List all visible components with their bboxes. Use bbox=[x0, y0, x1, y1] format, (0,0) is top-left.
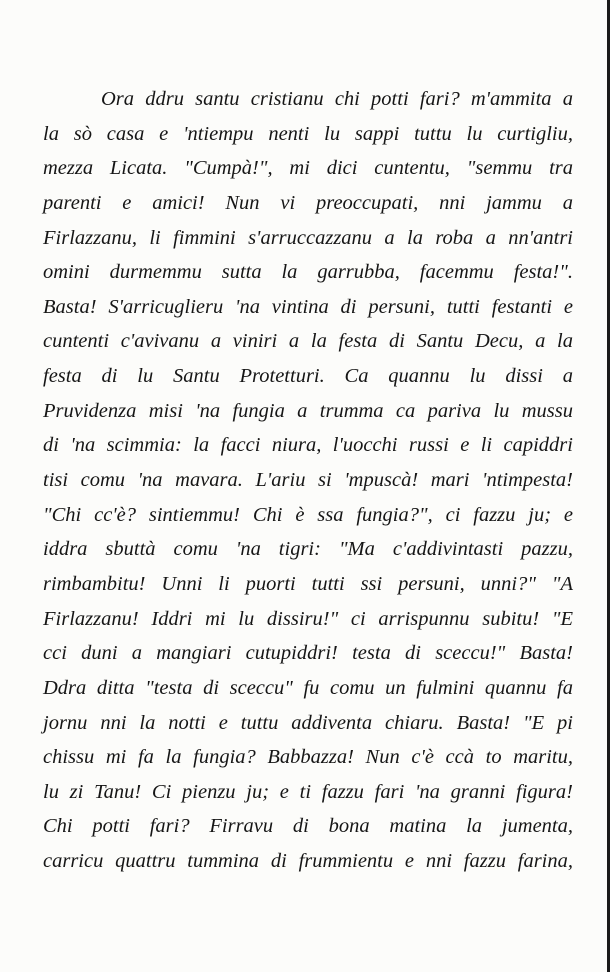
text-line: carricu quattru tummina di frummientu e nni fazzu farina, bbox=[43, 850, 573, 873]
text-line: di 'na scimmia: la facci niura, l'uocchi russi e li capiddri bbox=[43, 434, 573, 457]
text-line: chissu mi fa la fungia? Babbazza! Nun c'è ccà to maritu, bbox=[43, 746, 573, 769]
text-line: cci duni a mangiari cutupiddri! testa di sceccu!" Basta! bbox=[43, 642, 573, 665]
text-line: festa di lu Santu Protetturi. Ca quannu lu dissi a bbox=[43, 365, 573, 388]
text-line: rimbambitu! Unni li puorti tutti ssi persuni, unni?" "A bbox=[43, 572, 573, 595]
text-line: lu zi Tanu! Ci pienzu ju; e ti fazzu fari 'na granni figura! bbox=[43, 780, 573, 803]
text-line: Basta! S'arricuglieru 'na vintina di persuni, tutti festanti e bbox=[43, 295, 573, 318]
text-line: Ora ddru santu cristianu chi potti fari? m'ammita a bbox=[101, 88, 573, 110]
text-line: iddra sbuttà comu 'na tigri: "Ma c'addivintasti pazzu, bbox=[43, 538, 573, 561]
text-line: Pruvidenza misi 'na fungia a trumma ca pariva lu mussu bbox=[43, 399, 573, 422]
prose-paragraph bbox=[43, 82, 573, 879]
text-line: omini durmemmu sutta la garrubba, facemmu festa!". bbox=[43, 261, 573, 284]
text-line: mezza Licata. "Cumpà!", mi dici cuntentu, "semmu tra bbox=[43, 157, 573, 180]
text-line: parenti e amici! Nun vi preoccupati, nni jammu a bbox=[43, 191, 573, 214]
text-line: Ddra ditta "testa di sceccu" fu comu un fulmini quannu fa bbox=[43, 676, 573, 699]
text-line: Firlazzanu, li fimmini s'arruccazzanu a la roba a nn'antri bbox=[43, 226, 573, 249]
text-line: Chi potti fari? Firravu di bona matina la jumenta, bbox=[43, 815, 573, 838]
text-line: la sò casa e 'ntiempu nenti lu sappi tuttu lu curtigliu, bbox=[43, 122, 573, 145]
text-line: cuntenti c'avivanu a viniri a la festa di Santu Decu, a la bbox=[43, 330, 573, 353]
text-line: tisi comu 'na mavara. L'ariu si 'mpuscà! mari 'ntimpesta! bbox=[43, 469, 573, 492]
text-line: Firlazzanu! Iddri mi lu dissiru!" ci arrispunnu subitu! "E bbox=[43, 607, 573, 630]
text-line: jornu nni la notti e tuttu addiventa chiaru. Basta! "E pi bbox=[43, 711, 573, 734]
text-line: "Chi cc'è? sintiemmu! Chi è ssa fungia?", ci fazzu ju; e bbox=[43, 503, 573, 526]
